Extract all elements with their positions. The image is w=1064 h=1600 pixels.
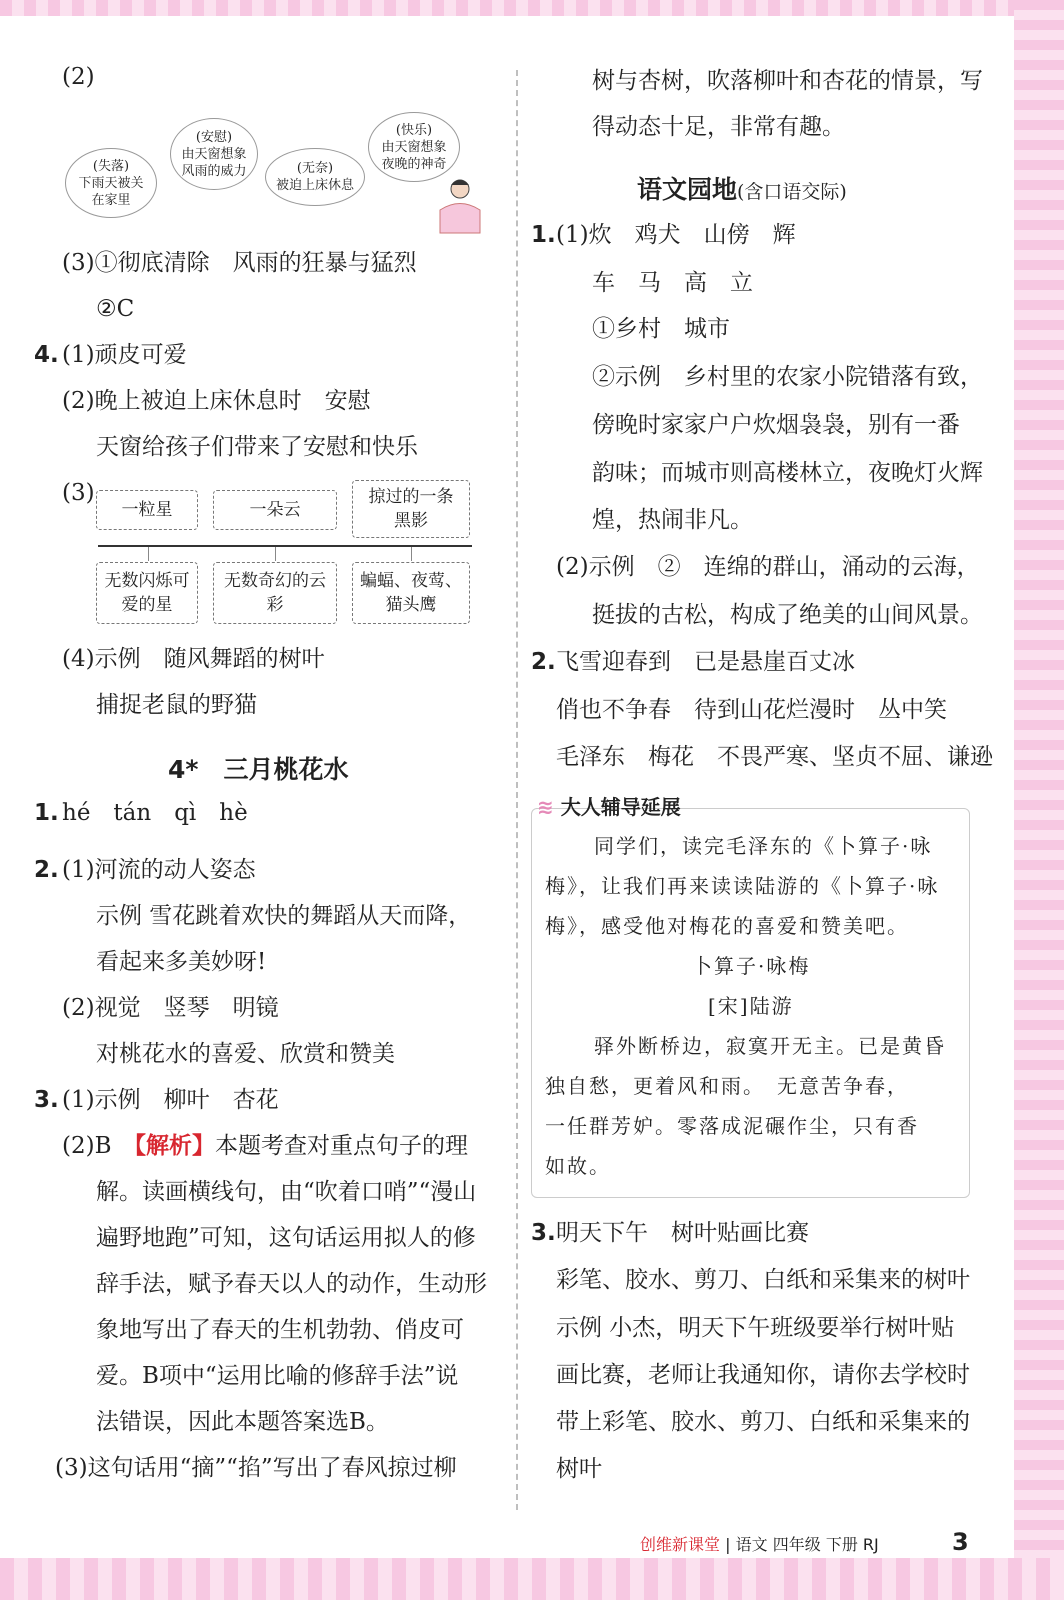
q4-4a: (4)示例 随风舞蹈的树叶 xyxy=(62,646,325,672)
a2-1: (1)河流的动人姿态 xyxy=(62,857,256,883)
a2-2: (2)视觉 竖琴 明镜 xyxy=(62,995,279,1021)
tutor-line: 梅》，让我们再来读读陆游的《卜算子·咏 xyxy=(545,874,940,898)
thought-bubble-3 xyxy=(265,148,365,206)
q4-1: (1)顽皮可爱 xyxy=(62,342,187,368)
a1-number: 1. xyxy=(34,800,59,826)
tutor-line: 梅》，感受他对梅花的喜爱和赞美吧。 xyxy=(545,914,909,938)
q4-3-label: (3) xyxy=(62,480,95,506)
a3-3: (3)这句话用“摘”“掐”写出了春风掠过柳 xyxy=(55,1455,457,1481)
poem-line: 驿外断桥边，寂寞开无主。已是黄昏 xyxy=(594,1034,946,1058)
poem-title: 卜算子·咏梅 xyxy=(692,954,811,978)
footer-subject: 语文 xyxy=(735,1535,768,1554)
q3-line2: ②C xyxy=(96,296,135,322)
a3-analysis-line: 辞手法，赋予春天以人的动作，生动形 xyxy=(96,1271,487,1297)
r2-number: 2. xyxy=(531,649,556,675)
right-border xyxy=(1014,0,1064,1600)
section-title-main: 语文园地 xyxy=(637,175,738,204)
r1-d: ②示例 乡村里的农家小院错落有致， xyxy=(592,364,983,390)
r3-number: 3. xyxy=(531,1220,556,1246)
poem-line: 一任群芳妒。零落成泥碾作尘，只有香 xyxy=(545,1114,919,1138)
continued-line-1: 树与杏树，吹落柳叶和杏花的情景，写 xyxy=(592,68,983,94)
column-divider xyxy=(516,70,518,1510)
thought-bubble-2 xyxy=(170,118,258,190)
footer-brand: 创维新课堂 xyxy=(640,1535,721,1554)
tutor-line: 同学们，读完毛泽东的《卜算子·咏 xyxy=(594,834,933,858)
footer-grade: 四年级 xyxy=(772,1535,821,1554)
bubble-text: 被迫上床休息 xyxy=(275,178,354,193)
footer-edition: RJ xyxy=(862,1535,879,1554)
r2-c: 毛泽东 梅花 不畏严寒、坚贞不屈、谦逊 xyxy=(556,744,993,770)
bubble-text: 由天窗想象风雨的威力 xyxy=(181,146,247,179)
footer-separator: | xyxy=(725,1535,731,1554)
a3-1: (1)示例 柳叶 杏花 xyxy=(62,1087,279,1113)
arrow-2 xyxy=(275,547,276,561)
r2-b: 俏也不争春 待到山花烂漫时 丛中笑 xyxy=(556,697,947,723)
a3-analysis-line: 象地写出了春天的生机勃勃、俏皮可 xyxy=(96,1317,464,1343)
a3-analysis-line: 解。读画横线句，由“吹着口哨”“漫山 xyxy=(96,1179,477,1205)
footer xyxy=(640,1532,879,1555)
a3-analysis-line: 法错误，因此本题答案选B。 xyxy=(96,1409,389,1435)
r3-e: 带上彩笔、胶水、剪刀、白纸和采集来的 xyxy=(556,1409,970,1435)
thought-bubble-4 xyxy=(368,112,460,182)
bubble-mood: (失落) xyxy=(92,158,130,174)
r2-a: 飞雪迎春到 已是悬崖百丈冰 xyxy=(556,649,855,675)
section-title-sub: (含口语交际) xyxy=(737,181,847,203)
arrow-1 xyxy=(148,547,149,561)
a3-2 xyxy=(62,1131,468,1161)
diagram-box-top-1: 一粒星 xyxy=(96,490,198,530)
r3-f: 树叶 xyxy=(556,1456,602,1482)
a2-example-2: 看起来多美妙呀! xyxy=(96,949,267,975)
r1-f: 韵味；而城市则高楼林立，夜晚灯火辉 xyxy=(592,460,983,486)
bubble-mood: (安慰) xyxy=(195,129,233,145)
r3-a: 明天下午 树叶贴画比赛 xyxy=(556,1220,809,1246)
diagram-box-bottom-1: 无数闪烁可爱的星 xyxy=(96,562,198,624)
bubble-mood: (快乐) xyxy=(395,122,433,138)
r1-i: 挺拔的古松，构成了绝美的山间风景。 xyxy=(592,602,983,628)
analysis-tag: 【解析】 xyxy=(134,1133,215,1159)
r3-d: 画比赛，老师让我通知你，请你去学校时 xyxy=(556,1362,970,1388)
section-title xyxy=(637,170,847,206)
thought-bubble-1 xyxy=(65,148,157,218)
poem-line: 独自愁，更着风和雨。 无意苦争春， xyxy=(545,1074,909,1098)
lesson-title: 4* 三月桃花水 xyxy=(168,755,349,784)
a2-number: 2. xyxy=(34,857,59,883)
q4-2a: (2)晚上被迫上床休息时 安慰 xyxy=(62,388,371,414)
child-in-bed-illustration xyxy=(435,175,485,235)
tutor-title: 大人辅导延展 xyxy=(560,795,681,819)
bottom-border xyxy=(0,1558,1064,1600)
r1-c: ①乡村 城市 xyxy=(592,316,730,342)
a2-example: 示例 雪花跳着欢快的舞蹈从天而降， xyxy=(96,903,472,929)
r1-a: (1)炊 鸡犬 山傍 辉 xyxy=(556,222,796,248)
diagram-box-top-3: 掠过的一条黑影 xyxy=(352,480,470,538)
a3-number: 3. xyxy=(34,1087,59,1113)
a1-pinyin: hé tán qì hè xyxy=(62,800,248,826)
a3-analysis-line: 遍野地跑”可知，这句话运用拟人的修 xyxy=(96,1225,476,1251)
poem-line: 如故。 xyxy=(545,1154,611,1178)
top-border xyxy=(0,0,1064,16)
bubble-mood: (无奈) xyxy=(296,161,334,176)
diagram-box-bottom-3: 蝙蝠、夜莺、猫头鹰 xyxy=(352,562,470,624)
page-number: 3 xyxy=(952,1528,969,1556)
continued-line-2: 得动态十足，非常有趣。 xyxy=(592,114,845,140)
wave-icon: ≋ xyxy=(537,795,554,819)
a3-2-text: 本题考查对重点句子的理 xyxy=(214,1133,468,1159)
r3-b: 彩笔、胶水、剪刀、白纸和采集来的树叶 xyxy=(556,1267,970,1293)
r3-c: 示例 小杰，明天下午班级要举行树叶贴 xyxy=(556,1315,955,1341)
footer-volume: 下册 xyxy=(825,1535,858,1554)
bubble-text: 下雨天被关在家里 xyxy=(78,175,144,208)
timeline-line xyxy=(98,545,472,547)
poem-author: [宋]陆游 xyxy=(708,994,794,1018)
diagram-box-top-2: 一朵云 xyxy=(213,490,337,530)
r1-g: 煌，热闹非凡。 xyxy=(592,507,753,533)
q4-2b: 天窗给孩子们带来了安慰和快乐 xyxy=(96,434,418,460)
q4-4b: 捕捉老鼠的野猫 xyxy=(96,692,257,718)
q4-number: 4. xyxy=(34,342,59,368)
a3-2-prefix: (2)B xyxy=(62,1133,135,1159)
a2-3: 对桃花水的喜爱、欣赏和赞美 xyxy=(96,1041,395,1067)
diagram-box-bottom-2: 无数奇幻的云彩 xyxy=(213,562,337,624)
r1-b: 车 马 高 立 xyxy=(592,270,753,296)
bubble-text: 由天窗想象夜晚的神奇 xyxy=(381,139,447,172)
r1-number: 1. xyxy=(531,222,556,248)
arrow-3 xyxy=(411,547,412,561)
tutor-heading xyxy=(537,791,681,820)
a3-analysis-line: 爱。B项中“运用比喻的修辞手法”说 xyxy=(96,1363,459,1389)
r1-h: (2)示例 ② 连绵的群山，涌动的云海， xyxy=(556,554,980,580)
r1-e: 傍晚时家家户户炊烟袅袅，别有一番 xyxy=(592,412,960,438)
q3-line1: (3)①彻底清除 风雨的狂暴与猛烈 xyxy=(62,250,417,276)
q2-label: (2) xyxy=(62,64,95,90)
